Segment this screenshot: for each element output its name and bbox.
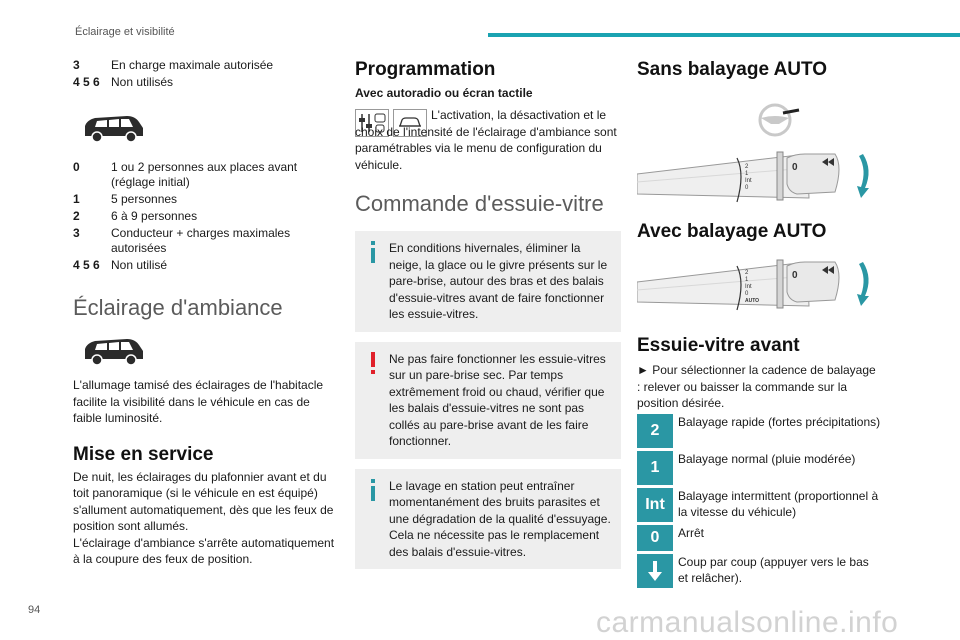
ambiance-description: L'allumage tamisé des éclairages de l'habitacle facilite la visibilité dans le véhicule en cas de faible luminosité. xyxy=(73,378,324,425)
info-note-text: Le lavage en station peut entraîner momentanément des bruits parasites et une dégradation de la qualité d'essuyage. Cela ne nécessite pas le remplacement des balais d'essuie-vitres. xyxy=(389,478,611,559)
info-icon xyxy=(368,479,378,501)
section-title: Éclairage et visibilité xyxy=(75,26,175,38)
svg-text:0: 0 xyxy=(792,270,798,281)
stalk-label: AUTO xyxy=(745,298,760,304)
info-note xyxy=(355,231,621,332)
auto-heading: Avec balayage AUTO xyxy=(637,221,827,242)
speed-description: Balayage intermittent (proportionnel à la vitesse du véhicule) xyxy=(678,488,879,519)
column-left xyxy=(73,58,338,568)
stalk-label: Int xyxy=(745,178,752,184)
list-item xyxy=(73,258,338,273)
list-value: 5 personnes xyxy=(111,192,178,206)
page-number: 94 xyxy=(28,604,41,616)
list-key: 0 xyxy=(73,160,80,174)
speed-description: Balayage normal (pluie modérée) xyxy=(678,451,856,466)
header-accent-bar xyxy=(488,33,960,37)
list-key: 3 xyxy=(73,58,80,72)
warning-note xyxy=(355,342,621,459)
column-middle xyxy=(355,58,621,569)
service-description: De nuit, les éclairages du plafonnier avant et du toit panoramique (si le véhicule en est équipé) s'allument automatiquement, dès que les feux de position sont allumés. xyxy=(73,469,334,533)
list-item xyxy=(637,414,882,448)
speed-description: Coup par coup (appuyer vers le bas et relâcher). xyxy=(678,554,869,585)
seat-config-list-top xyxy=(73,58,338,90)
seat-config-list-main xyxy=(73,160,338,273)
front-wiper-heading: Essuie-vitre avant xyxy=(637,335,800,356)
list-key: 2 xyxy=(73,209,80,223)
wiper-stalk-auto-illustration xyxy=(637,252,882,318)
wiper-stalk-manual-illustration xyxy=(637,144,882,210)
ambiance-heading: Éclairage d'ambiance xyxy=(73,295,283,320)
list-item xyxy=(637,525,882,551)
speed-badge: 2 xyxy=(637,414,673,448)
list-key: 4 5 6 xyxy=(73,258,100,272)
list-value: Non utilisés xyxy=(111,75,174,89)
programming-subheading: Avec autoradio ou écran tactile xyxy=(355,86,533,100)
no-auto-heading: Sans balayage AUTO xyxy=(637,59,828,80)
stalk-label: 1 xyxy=(745,277,749,283)
steering-wheel-icon xyxy=(755,102,801,138)
speed-badge: Int xyxy=(637,488,673,522)
list-value: 1 ou 2 personnes aux places avant (réglage initial) xyxy=(111,160,298,189)
warning-note-text: Ne pas faire fonctionner les essuie-vitres sur un pare-brise sec. Par temps extrêmement froid ou chaud, vérifier que les balais d'essuie-vitres ne sont pas collés au pare-brise avant de les faire fonctionner. xyxy=(389,351,606,448)
programming-description xyxy=(355,107,621,173)
info-icon xyxy=(368,241,378,263)
service-heading: Mise en service xyxy=(73,443,214,465)
list-value: En charge maximale autorisée xyxy=(111,58,274,72)
info-note xyxy=(355,469,621,570)
programming-heading: Programmation xyxy=(355,59,496,80)
list-item xyxy=(637,488,882,522)
list-value: 6 à 9 personnes xyxy=(111,209,198,223)
van-icon xyxy=(81,333,147,369)
front-wiper-instruction: ► Pour sélectionner la cadence de balayage : relever ou baisser la commande sur la position désirée. xyxy=(637,363,876,410)
arrow-down-icon xyxy=(637,554,673,588)
stalk-label: 2 xyxy=(745,164,749,170)
speed-description: Arrêt xyxy=(678,525,705,540)
list-value: Non utilisé xyxy=(111,258,168,272)
wiper-speed-list xyxy=(637,414,882,588)
speed-badge: 0 xyxy=(637,525,673,551)
list-item xyxy=(73,75,338,90)
list-item xyxy=(637,554,882,588)
list-item xyxy=(73,209,338,224)
list-value: Conducteur + charges maximales autorisées xyxy=(111,226,291,255)
list-item xyxy=(73,160,338,190)
info-note-text: En conditions hivernales, éliminer la neige, la glace ou le givre présents sur le pare-brise, autour des bras et des balais d'essuie-vitres avant de faire fonctionner les essuie-vitres. xyxy=(389,241,608,321)
speed-description: Balayage rapide (fortes précipitations) xyxy=(678,414,881,429)
speed-badge: 1 xyxy=(637,451,673,485)
programming-text: L'activation, la désactivation et le choix de l'intensité de l'éclairage d'ambiance sont paramétrables via le menu de configuration du véhicule. xyxy=(355,108,617,172)
watermark: carmanualsonline.info xyxy=(596,606,899,639)
service-description-2: L'éclairage d'ambiance s'arrête automatiquement à la coupure des feux de position. xyxy=(73,535,335,566)
programming-block xyxy=(355,107,621,183)
list-item xyxy=(73,58,338,73)
wiper-heading: Commande d'essuie-vitre xyxy=(355,191,604,216)
stalk-label: 2 xyxy=(745,270,749,276)
stalk-label: Int xyxy=(745,284,752,290)
list-key: 3 xyxy=(73,226,80,240)
list-item xyxy=(73,192,338,207)
column-right xyxy=(637,58,882,591)
warning-exclamation-icon xyxy=(368,352,378,374)
svg-text:0: 0 xyxy=(792,162,798,173)
stalk-label: 1 xyxy=(745,171,749,177)
stalk-label: 0 xyxy=(745,185,749,191)
van-icon xyxy=(81,110,147,146)
stalk-label: 0 xyxy=(745,291,749,297)
list-item xyxy=(637,451,882,485)
list-item xyxy=(73,226,338,256)
list-key: 4 5 6 xyxy=(73,75,100,89)
list-key: 1 xyxy=(73,192,80,206)
